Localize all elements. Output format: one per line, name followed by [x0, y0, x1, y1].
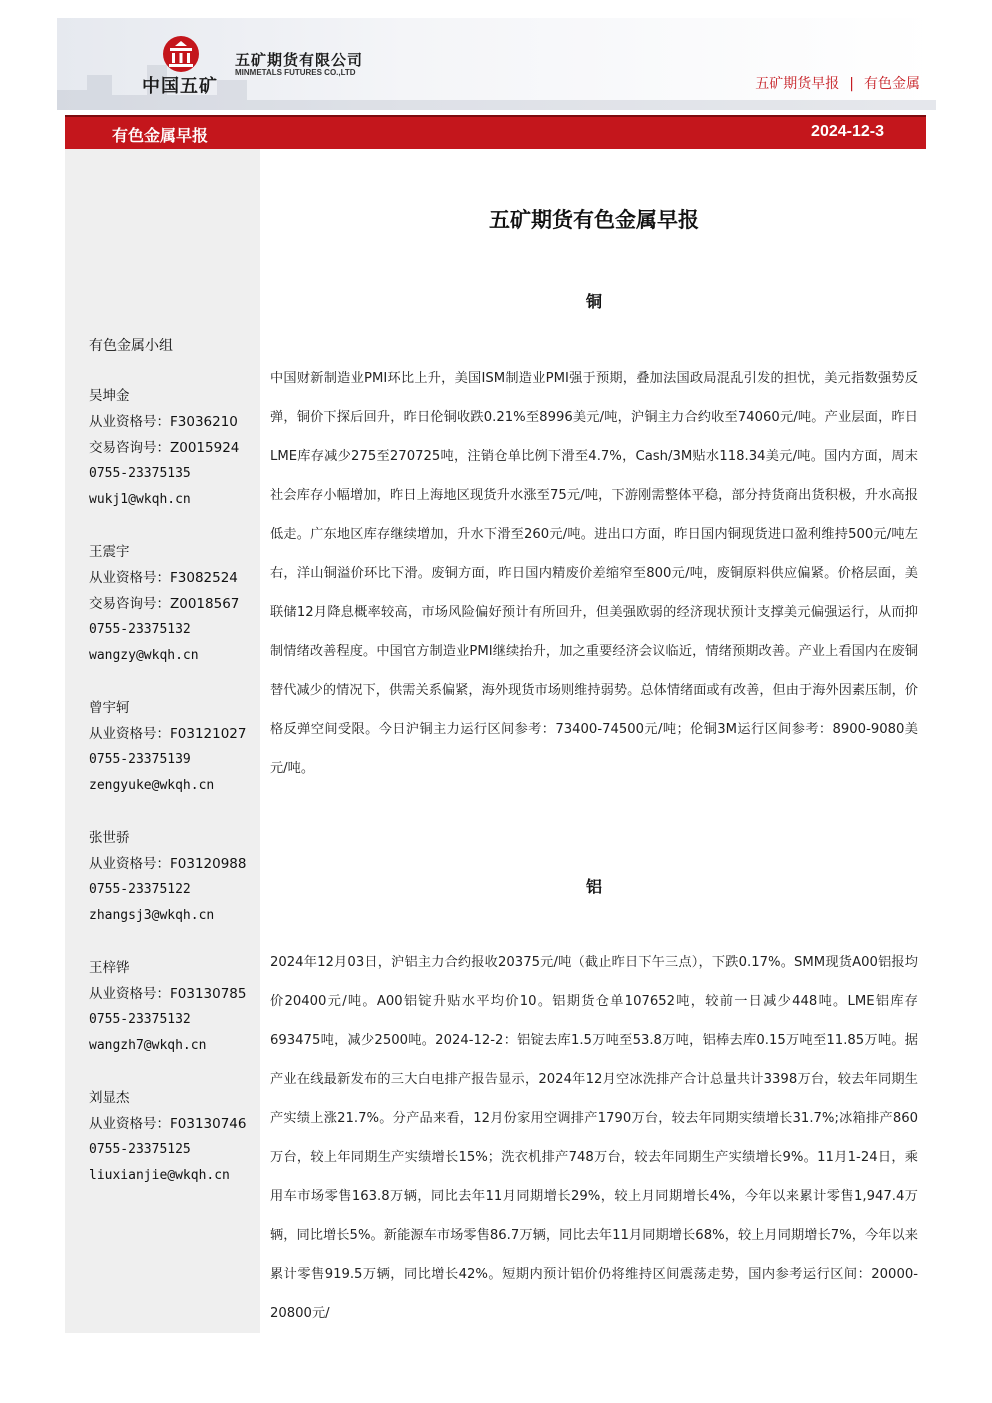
analyst-card — [89, 825, 246, 929]
aluminum-paragraph: 2024年12月03日，沪铝主力合约报收20375元/吨（截止昨日下午三点），下跌0.17%。SMM现货A00铝报均价20400元/吨。A00铝锭升贴水平均价10。铝期货仓单107652吨，较前一日减少448吨。LME铝库存693475吨，减少2500吨。2024-12-2：铝锭去库1.5万吨至53.8万吨，铝棒去库0.15万吨至11.85万吨。据产业在线最新发布的三大白电排产报告显示，2024年12月空冰洗排产合计总量共计3398万台，较去年同期生产实绩上涨21.7%。分产品来看，12月份家用空调排产1790万台，较去年同期实绩增长31.7%;冰箱排产860万台，较上年同期生产实绩增长15%；洗衣机排产748万台，较去年同期生产实绩增长9%。11月1-24日，乘用车市场零售163.8万辆，同比去年11月同期增长29%，较上月同期增长4%，今年以来累计零售1,947.4万辆，同比增长5%。新能源车市场零售86.7万辆，同比去年11月同期增长68%，较上月同期增长7%，今年以来累计零售919.5万辆，同比增长42%。短期内预计铝价仍将维持区间震荡走势，国内参考运行区间：20000-20800元/ — [270, 955, 918, 1321]
logo-text: 中国五矿 — [142, 76, 218, 97]
analyst-card — [89, 383, 239, 513]
analyst-license: 从业资格号：F03130785 — [89, 986, 247, 1002]
analyst-name: 曾宇轲 — [89, 700, 130, 716]
analyst-phone: 0755-23375122 — [89, 882, 191, 897]
analyst-email[interactable]: liuxianjie@wkqh.cn — [89, 1168, 230, 1183]
minmetals-logo-icon — [161, 34, 201, 74]
analyst-name: 王梓铧 — [89, 960, 130, 976]
analyst-consult-id: 交易咨询号：Z0015924 — [89, 440, 240, 456]
header-links — [755, 73, 920, 93]
link-nonferrous[interactable]: 有色金属 — [864, 76, 920, 92]
analyst-name: 刘显杰 — [89, 1090, 130, 1106]
link-morning-report[interactable]: 五矿期货早报 — [755, 76, 840, 92]
analyst-phone: 0755-23375125 — [89, 1142, 191, 1157]
section-heading-aluminum: 铝 — [585, 877, 602, 896]
company-name-cn: 五矿期货有限公司 — [235, 51, 364, 69]
analyst-phone: 0755-23375132 — [89, 622, 191, 637]
analyst-email[interactable]: wukj1@wkqh.cn — [89, 492, 191, 507]
analyst-phone: 0755-23375135 — [89, 466, 191, 481]
analyst-email[interactable]: zengyuke@wkqh.cn — [89, 778, 215, 793]
report-category: 有色金属早报 — [112, 126, 209, 145]
analyst-license: 从业资格号：F3036210 — [89, 414, 238, 430]
analyst-email[interactable]: zhangsj3@wkqh.cn — [89, 908, 215, 923]
analyst-card — [89, 539, 239, 669]
analyst-email[interactable]: wangzy@wkqh.cn — [89, 648, 199, 663]
report-title-bar — [65, 115, 926, 149]
report-date: 2024-12-3 — [811, 123, 884, 140]
analyst-email[interactable]: wangzh7@wkqh.cn — [89, 1038, 207, 1053]
company-name-en: MINMETALS FUTURES CO.,LTD — [235, 68, 356, 77]
analyst-card — [89, 955, 246, 1059]
section-heading-copper: 铜 — [585, 292, 602, 311]
analyst-phone: 0755-23375132 — [89, 1012, 191, 1027]
analyst-phone: 0755-23375139 — [89, 752, 191, 767]
team-name: 有色金属小组 — [89, 338, 173, 354]
copper-paragraph: 中国财新制造业PMI环比上升，美国ISM制造业PMI强于预期，叠加法国政局混乱引发的担忧，美元指数强势反弹，铜价下探后回升，昨日伦铜收跌0.21%至8996美元/吨，沪铜主力合约收至74060元/吨。产业层面，昨日LME库存减少275至270725吨，注销仓单比例下滑至4.7%，Cash/3M贴水118.34美元/吨。国内方面，周末社会库存小幅增加，昨日上海地区现货升水涨至75元/吨，下游刚需整体平稳，部分持货商出货积极，升水高报低走。广东地区库存继续增加，升水下滑至260元/吨。进出口方面，昨日国内铜现货进口盈利维持500元/吨左右，洋山铜溢价环比下滑。废铜方面，昨日国内精废价差缩窄至800元/吨，废铜原料供应偏紧。价格层面，美联储12月降息概率较高，市场风险偏好预计有所回升，但美强欧弱的经济现状预计支撑美元偏强运行，从而抑制情绪改善程度。中国官方制造业PMI继续抬升，加之重要经济会议临近，情绪预期改善。产业上看国内在废铜替代减少的情况下，供需关系偏紧，海外现货市场则维持弱势。总体情绪面或有改善，但由于海外因素压制，价格反弹空间受限。今日沪铜主力运行区间参考：73400-74500元/吨；伦铜3M运行区间参考：8900-9080美元/吨。 — [270, 371, 918, 776]
analyst-card — [89, 695, 246, 799]
analyst-license: 从业资格号：F03130746 — [89, 1116, 247, 1132]
analyst-license: 从业资格号：F03121027 — [89, 726, 247, 742]
analyst-sidebar — [65, 149, 260, 1333]
analyst-name: 王震宇 — [89, 544, 130, 560]
analyst-name: 张世骄 — [89, 830, 130, 846]
analyst-name: 吴坤金 — [89, 388, 130, 404]
analyst-license: 从业资格号：F03120988 — [89, 856, 247, 872]
page-header — [57, 18, 936, 110]
analyst-card — [89, 1085, 246, 1189]
document-title: 五矿期货有色金属早报 — [489, 208, 699, 232]
link-separator: | — [849, 76, 854, 92]
analyst-consult-id: 交易咨询号：Z0018567 — [89, 596, 240, 612]
analyst-license: 从业资格号：F3082524 — [89, 570, 238, 586]
